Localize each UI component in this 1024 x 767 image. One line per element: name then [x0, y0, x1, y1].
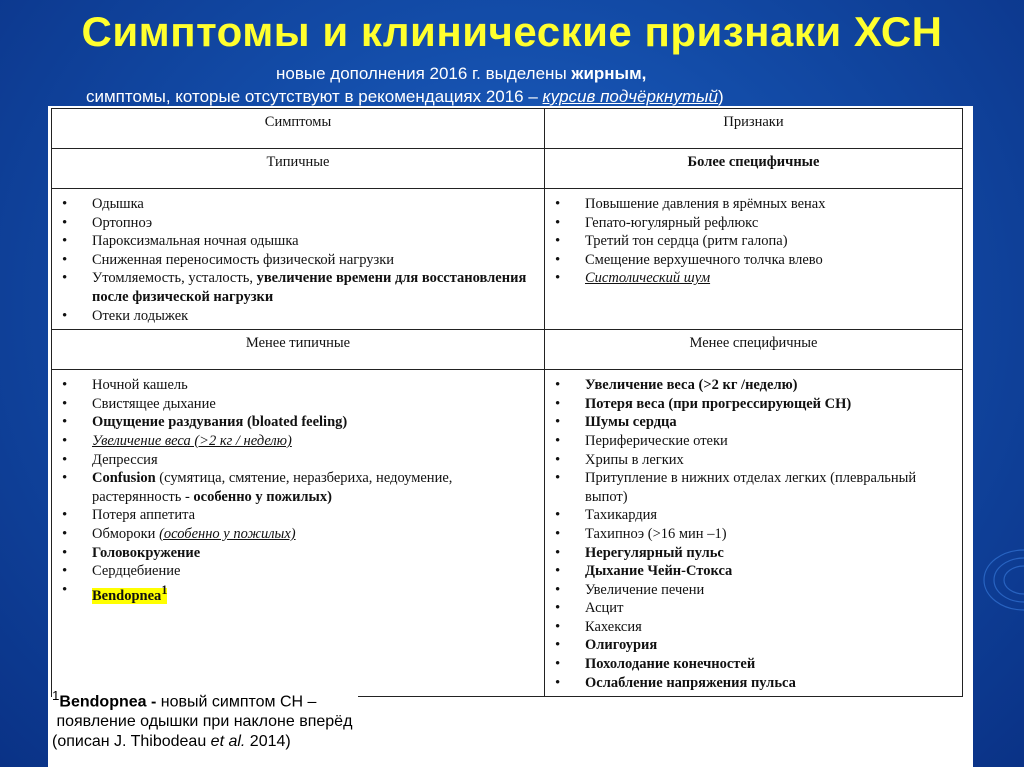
section-less-specific: Менее специфичные	[545, 330, 963, 370]
typical-symptoms-cell	[52, 189, 545, 330]
list-item: • Сердцебиение	[92, 562, 534, 581]
list-item: • Хрипы в легких	[585, 451, 952, 470]
list-item: • Депрессия	[92, 451, 534, 470]
symptoms-signs-table	[51, 108, 963, 697]
less-typical-symptoms-list	[52, 370, 544, 609]
list-item: • Потеря аппетита	[92, 506, 534, 525]
table-sheet	[48, 106, 973, 767]
list-item: • Ночной кашель	[92, 376, 534, 395]
list-item: • Систолический шум	[585, 269, 952, 288]
list-item: • Кахексия	[585, 618, 952, 637]
list-item: • Одышка	[92, 195, 534, 214]
list-item: • Сниженная переносимость физической нагрузки	[92, 251, 534, 270]
list-item: • Тахикардия	[585, 506, 952, 525]
header-symptoms: Симптомы	[52, 109, 545, 149]
list-item: • Головокружение	[92, 544, 534, 563]
list-item: • Ощущение раздувания (bloated feeling)	[92, 413, 534, 432]
list-item: • Ослабление напряжения пульса	[585, 674, 952, 693]
specific-signs-list	[545, 189, 962, 292]
less-specific-signs-cell	[545, 370, 963, 697]
list-item: • Потеря веса (при прогрессирующей СН)	[585, 395, 952, 414]
list-item: • Увеличение печени	[585, 581, 952, 600]
list-item: • Шумы сердца	[585, 413, 952, 432]
list-item: • Третий тон сердца (ритм галопа)	[585, 232, 952, 251]
list-item: • Отеки лодыжек	[92, 307, 534, 326]
decorative-swirl-icon	[964, 520, 1024, 640]
header-signs: Признаки	[545, 109, 963, 149]
list-item: • Обмороки (особенно у пожилых)	[92, 525, 534, 544]
list-item: • Похолодание конечностей	[585, 655, 952, 674]
footnote: $^1$Bendopnea - новый симптом СН – появление одышки при наклоне вперёд (описан J. Thibodeau et al. 2014)	[52, 686, 358, 754]
list-item: • Повышение давления в ярёмных венах	[585, 195, 952, 214]
section-typical: Типичные	[52, 149, 545, 189]
list-item: • Тахипноэ (>16 мин –1)	[585, 525, 952, 544]
list-item: • Смещение верхушечного толчка влево	[585, 251, 952, 270]
list-item: • Свистящее дыхание	[92, 395, 534, 414]
section-more-specific: Более специфичные	[545, 149, 963, 189]
list-item: • Периферические отеки	[585, 432, 952, 451]
list-item: • Притупление в нижних отделах легких (плевральный выпот)	[585, 469, 952, 506]
list-item: • Нерегулярный пульс	[585, 544, 952, 563]
subtitle-line-2: симптомы, которые отсутствуют в рекомендациях 2016 – курсив подчёркнутый)	[86, 87, 724, 106]
list-item: • Пароксизмальная ночная одышка	[92, 232, 534, 251]
list-item: • Олигоурия	[585, 636, 952, 655]
list-item: • Bendopnea$^1$	[92, 581, 534, 605]
list-item: • Confusion (сумятица, смятение, неразбериха, недоумение, растерянность - особенно у пожилых)	[92, 469, 534, 506]
less-typical-symptoms-cell	[52, 370, 545, 697]
section-less-typical: Менее типичные	[52, 330, 545, 370]
typical-symptoms-list	[52, 189, 544, 329]
list-item: • Гепато-югулярный рефлюкс	[585, 214, 952, 233]
list-item: • Ортопноэ	[92, 214, 534, 233]
list-item: • Асцит	[585, 599, 952, 618]
list-item: • Дыхание Чейн-Стокса	[585, 562, 952, 581]
subtitle-line-1: новые дополнения 2016 г. выделены жирным,	[276, 64, 647, 83]
slide-title: Симптомы и клинические признаки ХСН	[81, 8, 943, 55]
list-item: • Увеличение веса (>2 кг / неделю)	[92, 432, 534, 451]
list-item: • Утомляемость, усталость, увеличение времени для восстановления после физической нагрузки	[92, 269, 534, 306]
specific-signs-cell	[545, 189, 963, 330]
less-specific-signs-list	[545, 370, 962, 696]
list-item: • Увеличение веса (>2 кг /неделю)	[585, 376, 952, 395]
